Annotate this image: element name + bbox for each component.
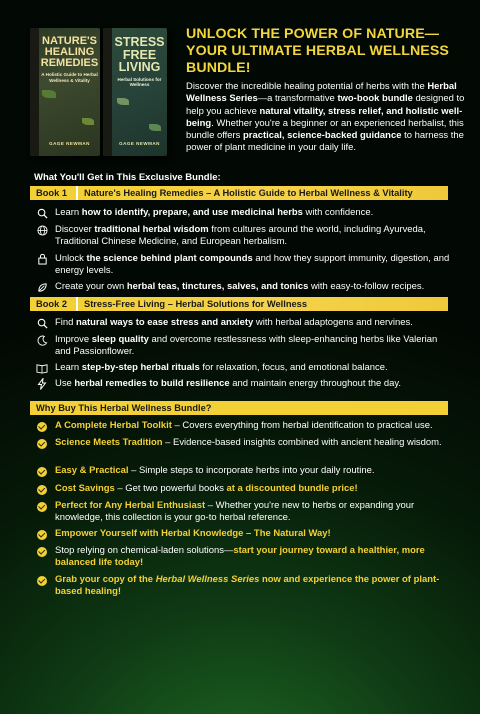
moon-icon <box>36 334 48 346</box>
book2-author: GAGE NEWMAN <box>119 141 160 146</box>
headline: UNLOCK THE POWER OF NATURE—YOUR ULTIMATE HERBAL WELLNESS BUNDLE! <box>186 26 449 76</box>
book2-tag: Book 2 <box>30 297 76 311</box>
book1-bar <box>30 186 448 200</box>
book2-subtitle: Herbal Solutions for Wellness <box>117 76 162 87</box>
intro-text: to harness the power of plant medicine in your daily life. <box>186 130 464 154</box>
check-icon <box>36 437 48 449</box>
intro-text: designed to help you achieve <box>186 93 465 117</box>
intro-paragraph <box>186 81 466 155</box>
book1-tag: Book 1 <box>30 186 76 200</box>
benefit-item <box>36 483 452 495</box>
book2-bar <box>30 297 448 311</box>
list-item-text: Discover traditional herbal wisdom from cultures around the world, including Ayurveda, Traditional Chinese Medicine, and European herbalism. <box>55 224 426 248</box>
check-icon <box>36 483 48 495</box>
check-icon <box>36 528 48 540</box>
lightning-icon <box>36 378 48 390</box>
check-icon <box>36 465 48 477</box>
book1-name: Nature's Healing Remedies – A Holistic Guide to Herbal Wellness & Vitality <box>78 186 448 200</box>
intro-bold: Herbal Wellness Series <box>186 81 457 105</box>
book1-author: GAGE NEWMAN <box>49 141 90 146</box>
list-item <box>36 334 452 358</box>
benefit-item <box>36 465 452 477</box>
intro-bold: practical, science-backed guidance <box>243 130 402 142</box>
magnifier-icon <box>36 207 48 219</box>
list-item-text: Use herbal remedies to build resilience and maintain energy throughout the day. <box>55 378 402 389</box>
list-item <box>36 378 452 390</box>
globe-icon <box>36 224 48 236</box>
closing-text: Grab your copy of the Herbal Wellness Series now and experience the power of plant-based healing! <box>55 574 440 598</box>
section-title: What You'll Get in This Exclusive Bundle: <box>34 172 221 183</box>
book2-title: STRESS FREE LIVING <box>114 35 165 74</box>
closing-text: Stop relying on chemical-laden solutions—start your journey toward a healthier, more balanced life today! <box>55 545 425 569</box>
book-spine <box>103 28 112 156</box>
benefit-text: Empower Yourself with Herbal Knowledge – The Natural Way! <box>55 528 331 539</box>
benefit-item <box>36 420 452 432</box>
why-section-title: Why Buy This Herbal Wellness Bundle? <box>30 401 448 415</box>
benefit-item <box>36 500 452 524</box>
list-item <box>36 207 452 219</box>
benefit-text: Science Meets Tradition – Evidence-based insights combined with ancient healing wisdom. <box>55 437 442 448</box>
intro-text: Discover the incredible healing potential of herbs with the <box>186 81 428 92</box>
book-face <box>112 28 167 156</box>
check-icon <box>36 420 48 432</box>
book-cover-stress-free <box>103 28 167 156</box>
benefit-text: Easy & Practical – Simple steps to incorporate herbs into your daily routine. <box>55 465 375 476</box>
book-face <box>39 28 100 156</box>
benefit-text: Perfect for Any Herbal Enthusiast – Whether you're new to herbs or expanding your knowledge, this collection is your go-to herbal reference. <box>55 500 415 524</box>
check-icon <box>36 545 48 557</box>
list-item-text: Create your own herbal teas, tinctures, salves, and tonics with easy-to-follow recipes. <box>55 281 425 292</box>
list-item <box>36 281 452 293</box>
list-item-text: Learn step-by-step herbal rituals for relaxation, focus, and emotional balance. <box>55 362 388 373</box>
book-spine <box>30 28 39 156</box>
intro-text: . Whether you're a beginner or an experienced herbalist, this bundle offers <box>186 117 464 142</box>
list-item-text: Find natural ways to ease stress and anxiety with herbal adaptogens and nervines. <box>55 317 413 328</box>
intro-bold: two-book bundle <box>337 93 413 105</box>
list-item-text: Improve sleep quality and overcome restlessness with sleep-enhancing herbs like Valerian and Passionflower. <box>55 334 438 358</box>
benefit-text: Cost Savings – Get two powerful books at a discounted bundle price! <box>55 483 358 494</box>
lock-icon <box>36 253 48 265</box>
list-item <box>36 317 452 329</box>
benefit-text: A Complete Herbal Toolkit – Covers everything from herbal identification to practical use. <box>55 420 433 431</box>
list-item <box>36 224 452 248</box>
intro-bold: natural vitality, stress relief, and holistic well-being <box>186 105 463 129</box>
book-cover-natures-healing <box>30 28 100 156</box>
benefit-item <box>36 528 452 540</box>
intro-text: —a transformative <box>257 93 338 105</box>
closing-item <box>36 545 452 569</box>
check-icon <box>36 574 48 586</box>
book2-name: Stress-Free Living – Herbal Solutions for Wellness <box>78 297 448 311</box>
book1-subtitle: A Holistic Guide to Herbal Wellness & Vitality <box>41 72 98 83</box>
benefit-item <box>36 437 452 449</box>
book-covers <box>24 28 174 158</box>
list-item-text: Learn how to identify, prepare, and use medicinal herbs with confidence. <box>55 207 374 218</box>
list-item <box>36 362 452 374</box>
list-item <box>36 253 452 277</box>
list-item-text: Unlock the science behind plant compounds and how they support immunity, digestion, and energy levels. <box>55 253 450 277</box>
closing-item <box>36 574 452 598</box>
check-icon <box>36 500 48 512</box>
book1-title: NATURE'S HEALING REMEDIES <box>40 35 99 69</box>
magnifier-icon <box>36 317 48 329</box>
leaf-icon <box>36 281 48 293</box>
book-icon <box>36 362 48 374</box>
